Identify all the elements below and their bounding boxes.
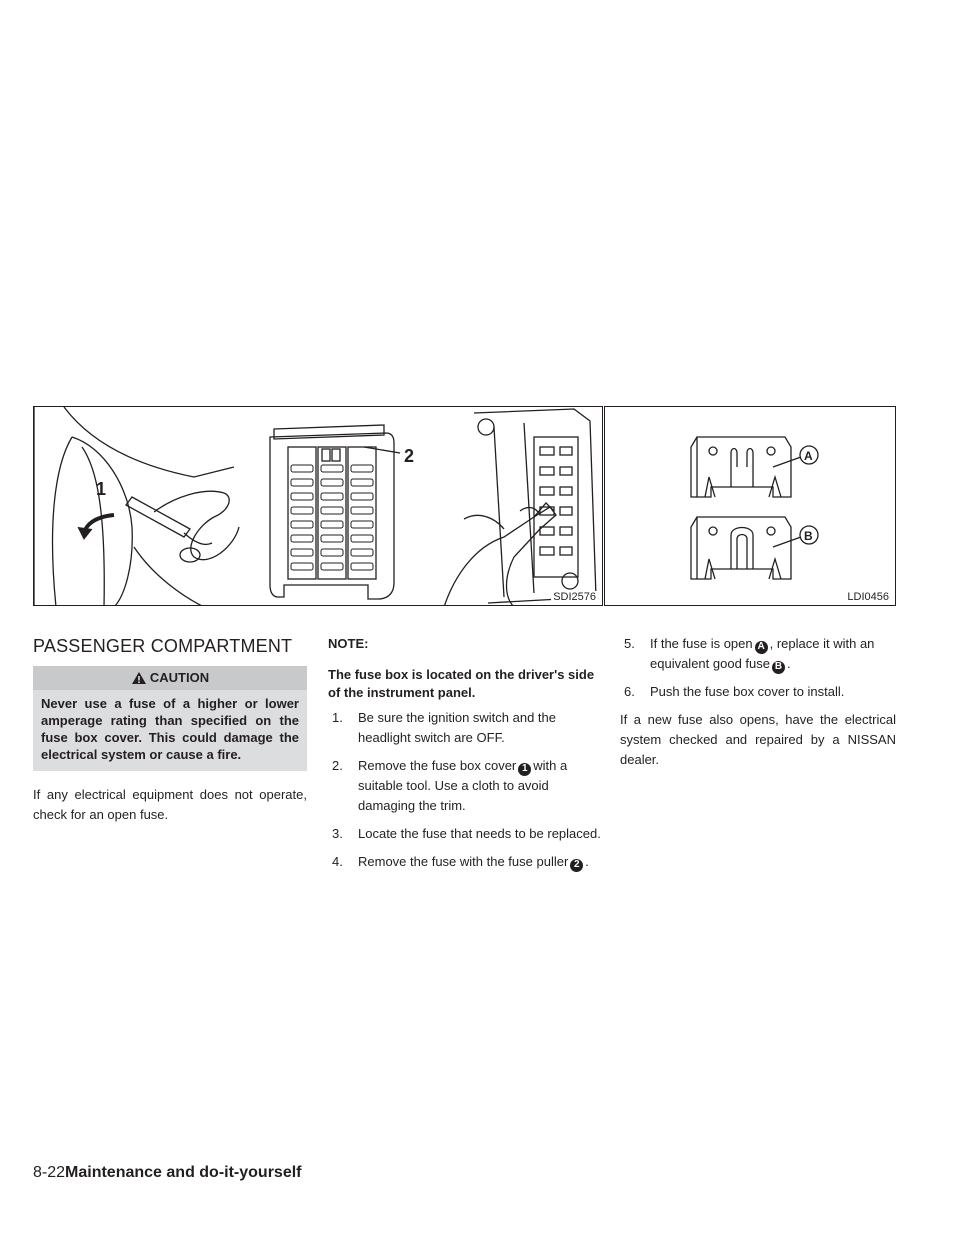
figure-fuse-box-removal [33, 406, 603, 606]
column-left [33, 636, 307, 835]
callout-b: B [804, 529, 813, 543]
figure-code: SDI2576 [553, 591, 596, 603]
step-number: 4. [332, 854, 343, 869]
column-middle [328, 634, 606, 880]
step-text-cont: . [786, 656, 791, 671]
caution-box [33, 666, 307, 771]
steps-list-continued [620, 634, 896, 702]
step-item [620, 682, 896, 702]
step-number: 6. [624, 684, 635, 699]
callout-1: 1 [96, 479, 107, 499]
column-right [620, 634, 896, 780]
step-text-cont: . [585, 854, 589, 869]
step-number: 1. [332, 710, 343, 725]
step-item [620, 634, 896, 674]
step-text-cont: with a suitable tool. Use a cloth to avoid damaging the trim. [358, 758, 568, 813]
step-text: Push the fuse box cover to install. [650, 684, 845, 699]
callout-ref-1: 1 [518, 763, 531, 776]
caution-label: CAUTION [149, 670, 210, 685]
callout-2: 2 [404, 446, 415, 466]
warning-icon [131, 671, 147, 685]
callout-ref-b: B [772, 661, 785, 674]
page-number: 8-22 [33, 1164, 66, 1181]
note-text: The fuse box is located on the driver's side of the instrument panel. [328, 667, 595, 700]
callout-a: A [804, 449, 813, 463]
step-text: Be sure the ignition switch and the headlight switch are OFF. [358, 710, 557, 745]
step-text: Remove the fuse with the fuse puller [358, 854, 569, 869]
step-item [328, 852, 606, 872]
step-item [328, 756, 606, 816]
caution-header [33, 666, 307, 690]
step-text-mid: , replace it with an equivalent good fuse [650, 636, 875, 671]
closing-paragraph: If a new fuse also opens, have the electrical system checked and repaired by a NISSAN dealer. [620, 712, 896, 767]
steps-list [328, 708, 606, 872]
step-item [328, 824, 606, 844]
step-text: Locate the fuse that needs to be replaced. [358, 826, 601, 841]
step-text: Remove the fuse box cover [358, 758, 517, 773]
callout-ref-a: A [755, 641, 768, 654]
caution-text: Never use a fuse of a higher or lower amperage rating than specified on the fuse box cover. This could damage the electrical system or cause a fire. [41, 696, 299, 762]
step-text: If the fuse is open [650, 636, 753, 651]
step-number: 2. [332, 758, 343, 773]
figure-fuse-comparison [604, 406, 896, 606]
chapter-title: Maintenance and do-it-yourself [65, 1164, 302, 1181]
step-number: 3. [332, 826, 343, 841]
intro-paragraph: If any electrical equipment does not operate, check for an open fuse. [33, 787, 307, 822]
page-footer [33, 1164, 302, 1182]
callout-ref-2: 2 [570, 859, 583, 872]
callout-markers [34, 407, 603, 606]
fuse-illustration [605, 407, 896, 606]
step-number: 5. [624, 636, 635, 651]
step-item [328, 708, 606, 748]
section-title: PASSENGER COMPARTMENT [33, 636, 293, 656]
figure-code: LDI0456 [847, 591, 889, 603]
note-label: NOTE: [328, 636, 369, 651]
